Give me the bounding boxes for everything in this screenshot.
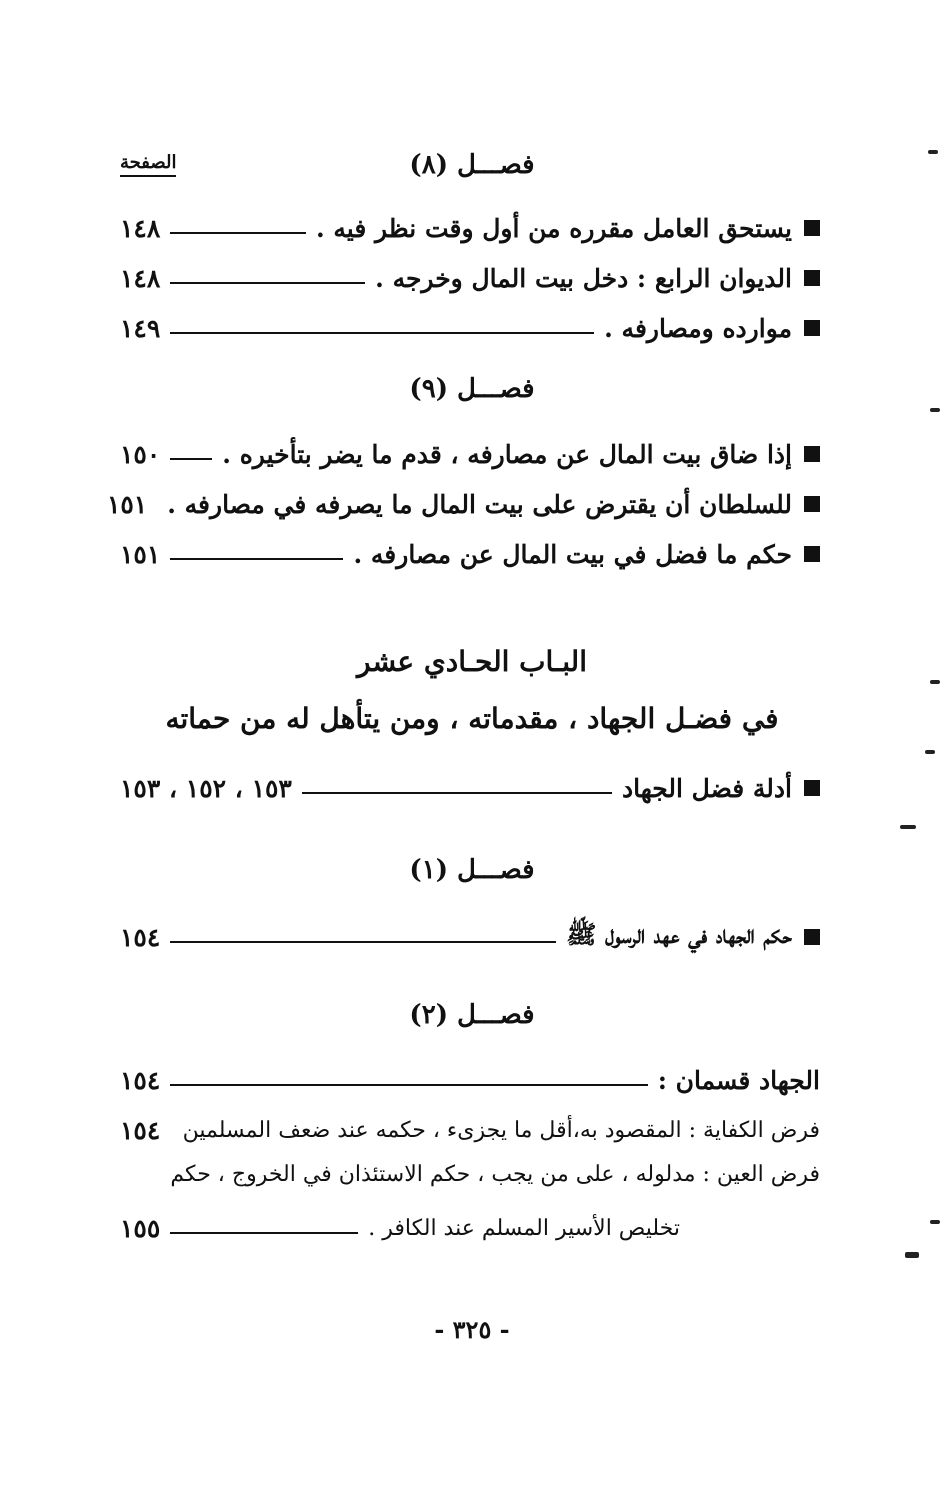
- entry-page-number: ١٥١: [106, 489, 148, 519]
- entry-page-number: ١٤٩: [120, 313, 161, 343]
- entry-text: موارده ومصارفه .: [604, 313, 792, 343]
- entry-text: أدلة فضل الجهاد: [621, 773, 792, 803]
- scan-mark: [905, 1252, 919, 1258]
- scan-mark: [900, 825, 916, 829]
- dotted-leader: [170, 941, 556, 943]
- bullet-square-icon: [804, 546, 820, 562]
- scan-mark: [930, 680, 940, 684]
- toc-entry: [120, 432, 820, 476]
- dotted-leader: [170, 332, 594, 334]
- dotted-leader: [170, 232, 306, 234]
- bullet-square-icon: [804, 320, 820, 336]
- toc-entry: [120, 532, 820, 576]
- toc-entry: [120, 306, 820, 350]
- scan-mark: [925, 750, 935, 754]
- entry-page-number: ١٥٣ ، ١٥٢ ، ١٥٣: [120, 773, 292, 803]
- entry-page-number: ١٤٨: [120, 263, 161, 293]
- dotted-leader: [170, 458, 212, 460]
- entry-text: الجهاد قسمان :: [657, 1065, 820, 1095]
- entry-text: حكم الجهاد في عهد الرسول ﷺ: [566, 919, 792, 949]
- toc-entry: [120, 206, 820, 250]
- page-column-label: الصفحة: [120, 152, 176, 177]
- toc-entry: [120, 915, 820, 959]
- entry-page-number: ١٥٤: [120, 1115, 161, 1145]
- entry-text: تخليص الأسير المسلم عند الكافر .: [368, 1215, 680, 1241]
- bullet-square-icon: [804, 929, 820, 945]
- section-heading-8: فصـــل (٨): [409, 150, 535, 180]
- dotted-leader: [170, 282, 365, 284]
- toc-entry: [120, 256, 820, 300]
- entry-page-number: ١٥١: [120, 539, 161, 569]
- toc-entry: [106, 482, 820, 526]
- bullet-square-icon: [804, 446, 820, 462]
- toc-entry: [120, 1206, 820, 1250]
- section-heading-9: فصـــل (٩): [409, 374, 535, 404]
- entry-text: يستحق العامل مقرره من أول وقت نظر فيه .: [315, 213, 792, 243]
- section-heading-1: فصـــل (١): [409, 855, 535, 885]
- chapter-subtitle: في فضـل الجهاد ، مقدماته ، ومن يتأهل له من حماته: [165, 702, 779, 735]
- chapter-title: البـاب الحـادي عشر: [357, 645, 587, 678]
- entry-text: الديوان الرابع : دخل بيت المال وخرجه .: [375, 263, 792, 293]
- entry-text-continued: فرض العين : مدلوله ، على من يجب ، حكم الاستئذان في الخروج ، حكم: [170, 1162, 820, 1187]
- entry-text: إذا ضاق بيت المال عن مصارفه ، قدم ما يضر بتأخيره .: [222, 439, 792, 469]
- entry-text: للسلطان أن يقترض على بيت المال ما يصرفه في مصارفه .: [167, 489, 792, 519]
- dotted-leader: [170, 1232, 358, 1234]
- scan-mark: [930, 1220, 940, 1224]
- dotted-leader: [170, 558, 343, 560]
- entry-text: حكم ما فضل في بيت المال عن مصارفه .: [353, 539, 792, 569]
- bullet-square-icon: [804, 220, 820, 236]
- entry-text: فرض الكفاية : المقصود به،أقل ما يجزىء ، حكمه عند ضعف المسلمين: [182, 1117, 820, 1143]
- section-heading-2: فصـــل (٢): [409, 1000, 535, 1030]
- entry-page-number: ١٥٥: [120, 1213, 161, 1243]
- bullet-square-icon: [804, 496, 820, 512]
- entry-page-number: ١٥٠: [120, 439, 161, 469]
- toc-entry: [120, 766, 820, 810]
- entry-page-number: ١٤٨: [120, 213, 161, 243]
- scan-mark: [928, 150, 938, 154]
- page-number-footer: - ٣٢٥ -: [434, 1315, 510, 1344]
- bullet-square-icon: [804, 270, 820, 286]
- bullet-square-icon: [804, 780, 820, 796]
- dotted-leader: [170, 1084, 647, 1086]
- entry-page-number: ١٥٤: [120, 1065, 161, 1095]
- dotted-leader: [302, 792, 612, 794]
- entry-page-number: ١٥٤: [120, 922, 161, 952]
- toc-entry: [120, 1058, 820, 1102]
- scan-mark: [930, 408, 940, 412]
- toc-entry: [120, 1108, 820, 1152]
